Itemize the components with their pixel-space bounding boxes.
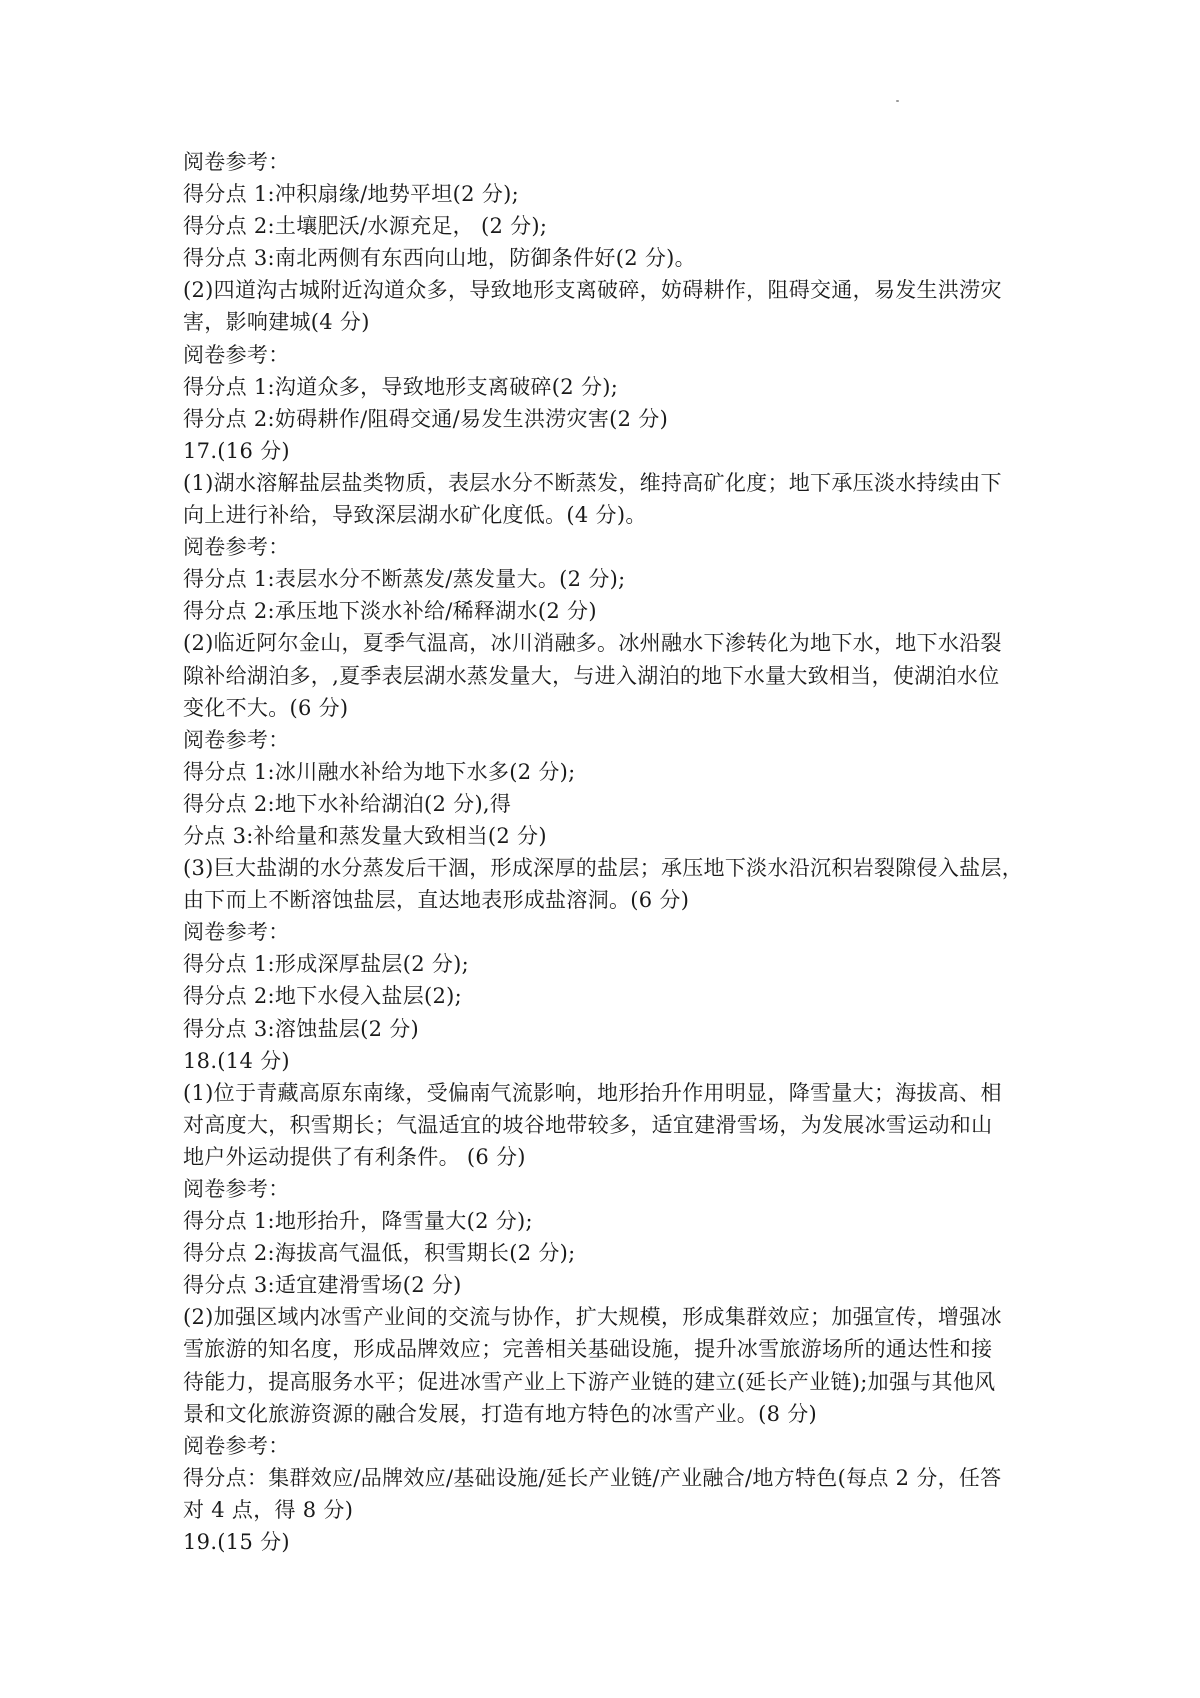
answer-key-text: [183, 146, 1028, 1558]
text-line: 得分点 2:土壤肥沃/水源充足， (2 分);: [183, 214, 548, 239]
text-line: 变化不大。(6 分): [183, 695, 349, 720]
text-line: 得分点 1:地形抬升，降雪量大(2 分);: [183, 1209, 533, 1234]
text-line: (2)四道沟古城附近沟道众多，导致地形支离破碎，妨碍耕作，阻碍交通，易发生洪涝灾: [183, 278, 1002, 303]
text-line: 阅卷参考：: [183, 1433, 290, 1458]
text-line: 得分点 2:承压地下淡水补给/稀释湖水(2 分): [183, 599, 597, 624]
question-number: 18.(14 分): [183, 1048, 290, 1073]
text-line: 得分点 1:冰川融水补给为地下水多(2 分);: [183, 759, 576, 784]
text-line: 对高度大，积雪期长；气温适宜的坡谷地带较多，适宜建滑雪场，为发展冰雪运动和山: [183, 1112, 993, 1137]
text-line: 对 4 点，得 8 分): [183, 1497, 354, 1522]
text-line: 阅卷参考：: [183, 920, 290, 945]
text-line: (1)位于青藏高原东南缘，受偏南气流影响，地形抬升作用明显，降雪量大；海拔高、相: [183, 1080, 1002, 1105]
text-line: 向上进行补给，导致深层湖水矿化度低。(4 分)。: [183, 503, 647, 528]
text-line: 得分点 2:地下水补给湖泊(2 分),得: [183, 791, 512, 816]
text-line: 得分点 1:冲积扇缘/地势平坦(2 分);: [183, 182, 519, 207]
text-line: 隙补给湖泊多，,夏季表层湖水蒸发量大，与进入湖泊的地下水量大致相当，使湖泊水位: [183, 663, 1000, 688]
text-line: 分点 3:补给量和蒸发量大致相当(2 分): [183, 823, 547, 848]
text-line: 得分点 3:南北两侧有东西向山地，防御条件好(2 分)。: [183, 246, 696, 271]
text-line: 得分点 2:妨碍耕作/阻碍交通/易发生洪涝灾害(2 分): [183, 406, 669, 431]
text-line: 得分点 1:沟道众多，导致地形支离破碎(2 分);: [183, 374, 619, 399]
text-line: 得分点 2:海拔高气温低，积雪期长(2 分);: [183, 1241, 576, 1266]
text-line: 阅卷参考：: [183, 535, 290, 560]
text-line: 地户外运动提供了有利条件。 (6 分): [183, 1144, 526, 1169]
question-number: 19.(15 分): [183, 1530, 290, 1555]
text-line: 得分点 1:表层水分不断蒸发/蒸发量大。(2 分);: [183, 567, 626, 592]
text-line: 由下而上不断溶蚀盐层，直达地表形成盐溶洞。(6 分): [183, 888, 690, 913]
text-line: 阅卷参考：: [183, 727, 290, 752]
text-line: 阅卷参考：: [183, 1177, 290, 1201]
text-line: 雪旅游的知名度，形成品牌效应；完善相关基础设施，提升冰雪旅游场所的通达性和接: [183, 1337, 993, 1362]
text-line: (2)加强区域内冰雪产业间的交流与协作，扩大规模，形成集群效应；加强宣传，增强冰: [183, 1305, 1002, 1330]
text-line: 景和文化旅游资源的融合发展，打造有地方特色的冰雪产业。(8 分): [183, 1401, 818, 1426]
text-line: 得分点 1:形成深厚盐层(2 分);: [183, 952, 470, 977]
text-line: 阅卷参考：: [183, 150, 290, 174]
question-number: 17.(16 分): [183, 438, 290, 463]
text-line: 得分点：集群效应/品牌效应/基础设施/延长产业链/产业融合/地方特色(每点 2 分，任答: [183, 1465, 1002, 1490]
text-line: 害，影响建城(4 分): [183, 310, 370, 335]
scan-speck: [896, 100, 899, 102]
text-line: 得分点 2:地下水侵入盐层(2);: [183, 984, 463, 1009]
text-line: (3)巨大盐湖的水分蒸发后干涸，形成深厚的盐层；承压地下淡水沿沉积岩裂隙侵入盐层，: [183, 856, 1024, 881]
text-line: 得分点 3:溶蚀盐层(2 分): [183, 1016, 420, 1041]
text-line: 阅卷参考：: [183, 342, 290, 367]
text-line: (2)临近阿尔金山，夏季气温高，冰川消融多。冰州融水下渗转化为地下水，地下水沿裂: [183, 631, 1002, 656]
text-line: (1)湖水溶解盐层盐类物质，表层水分不断蒸发，维持高矿化度；地下承压淡水持续由下: [183, 470, 1002, 495]
text-line: 待能力，提高服务水平；促进冰雪产业上下游产业链的建立(延长产业链);加强与其他风: [183, 1369, 996, 1394]
text-line: 得分点 3:适宜建滑雪场(2 分): [183, 1273, 462, 1298]
